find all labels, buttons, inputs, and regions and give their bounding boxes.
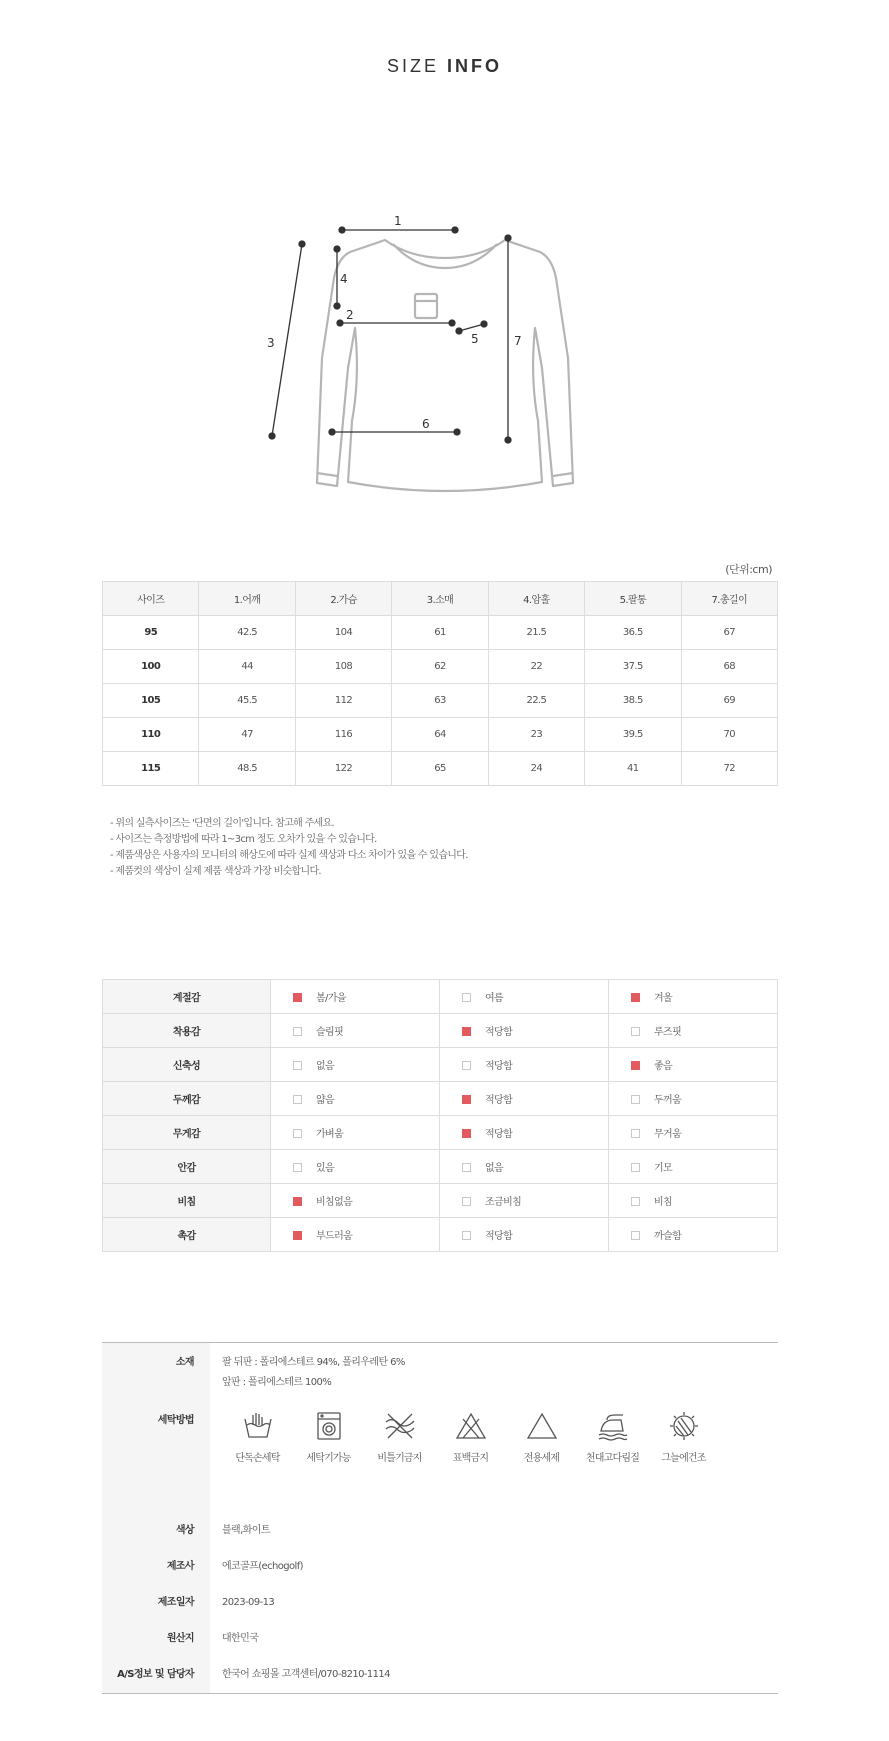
product-info [102, 1342, 778, 1694]
material-line: 앞판 : 폴리에스테르 100% [222, 1377, 332, 1388]
iron-icon [595, 1411, 631, 1441]
table-cell: 72 [681, 752, 777, 786]
feel-label: 비침 [103, 1184, 271, 1218]
unchecked-box-icon [631, 1197, 640, 1206]
maker-row [102, 1549, 778, 1585]
table-cell: 41 [585, 752, 681, 786]
table-cell: 115 [103, 752, 199, 786]
table-cell: 105 [103, 684, 199, 718]
wash-item [222, 1411, 293, 1464]
no-wring-icon [382, 1411, 418, 1441]
as-value: 한국어 쇼핑몰 고객센터/070-8210-1114 [222, 1669, 390, 1680]
feel-option-label: 얇음 [316, 1095, 335, 1106]
table-cell: 63 [392, 684, 488, 718]
feel-option [609, 1150, 778, 1184]
date-value: 2023-09-13 [222, 1597, 275, 1608]
table-cell: 116 [295, 718, 391, 752]
feel-row [103, 1116, 778, 1150]
unchecked-box-icon [462, 1061, 471, 1070]
table-cell: 39.5 [585, 718, 681, 752]
unchecked-box-icon [462, 1197, 471, 1206]
feel-row [103, 1184, 778, 1218]
feel-row [103, 980, 778, 1014]
table-row [103, 752, 778, 786]
table-cell: 67 [681, 616, 777, 650]
feel-option [440, 1014, 609, 1048]
feel-option [271, 1218, 440, 1252]
wash-item [648, 1411, 719, 1464]
page-title: SIZE INFO [386, 56, 503, 76]
color-row [102, 1513, 778, 1549]
feel-option-label: 슬림핏 [316, 1027, 344, 1038]
table-cell: 104 [295, 616, 391, 650]
table-row [103, 684, 778, 718]
diagram-label-1: 1 [394, 214, 402, 228]
washing-machine-icon [313, 1411, 345, 1441]
table-cell: 22 [488, 650, 584, 684]
unchecked-box-icon [462, 993, 471, 1002]
feel-label: 두께감 [103, 1082, 271, 1116]
unchecked-box-icon [462, 1163, 471, 1172]
feel-row [103, 1150, 778, 1184]
feel-option [440, 1082, 609, 1116]
diagram-label-4: 4 [340, 272, 348, 286]
size-measurement-diagram [267, 214, 610, 508]
table-cell: 112 [295, 684, 391, 718]
feel-option [609, 1116, 778, 1150]
table-cell: 100 [103, 650, 199, 684]
as-label: A/S정보 및 담당자 [102, 1657, 210, 1693]
size-notes [110, 816, 468, 880]
header-cell: 1.어깨 [199, 582, 295, 616]
header-cell: 4.암홀 [488, 582, 584, 616]
feel-label: 무게감 [103, 1116, 271, 1150]
feel-label: 착용감 [103, 1014, 271, 1048]
table-cell: 44 [199, 650, 295, 684]
unchecked-box-icon [293, 1129, 302, 1138]
feel-option-label: 기모 [654, 1163, 673, 1174]
table-cell: 36.5 [585, 616, 681, 650]
hand-wash-icon [242, 1411, 274, 1441]
date-row [102, 1585, 778, 1621]
shirt-outline [317, 240, 573, 491]
table-cell: 122 [295, 752, 391, 786]
material-row [102, 1343, 778, 1403]
feel-option [271, 1082, 440, 1116]
date-label: 제조일자 [102, 1585, 210, 1621]
size-table [102, 581, 778, 786]
feel-label: 안감 [103, 1150, 271, 1184]
feel-option [609, 1184, 778, 1218]
header-cell: 2.가슴 [295, 582, 391, 616]
unchecked-box-icon [631, 1231, 640, 1240]
feel-option-label: 좋음 [654, 1061, 673, 1072]
diagram-label-6: 6 [422, 417, 430, 431]
as-row [102, 1657, 778, 1693]
material-line: 팔 뒤판 : 폴리에스테르 94%, 폴리우레탄 6% [222, 1357, 405, 1368]
maker-value: 에코골프(echogolf) [222, 1561, 303, 1572]
table-cell: 42.5 [199, 616, 295, 650]
feel-option [440, 1116, 609, 1150]
feel-option [271, 1014, 440, 1048]
unchecked-box-icon [462, 1231, 471, 1240]
unchecked-box-icon [293, 1027, 302, 1036]
feel-option-label: 여름 [485, 993, 504, 1004]
wash-item [293, 1411, 364, 1464]
wash-value [210, 1403, 778, 1513]
table-cell: 110 [103, 718, 199, 752]
feel-option-label: 두꺼움 [654, 1095, 682, 1106]
diagram-label-2: 2 [346, 308, 354, 322]
table-cell: 95 [103, 616, 199, 650]
table-cell: 108 [295, 650, 391, 684]
table-cell: 47 [199, 718, 295, 752]
material-value [210, 1343, 778, 1403]
table-cell: 61 [392, 616, 488, 650]
checked-box-icon [631, 993, 640, 1002]
feel-option [271, 1048, 440, 1082]
checked-box-icon [462, 1095, 471, 1104]
table-cell: 38.5 [585, 684, 681, 718]
feel-option [271, 1184, 440, 1218]
table-row [103, 718, 778, 752]
wash-row [102, 1403, 778, 1513]
feel-option-label: 까슬함 [654, 1231, 682, 1242]
wash-item [435, 1411, 506, 1464]
header-cell: 5.팔통 [585, 582, 681, 616]
feel-option-label: 비침 [654, 1197, 673, 1208]
origin-row [102, 1621, 778, 1657]
feel-option [609, 1218, 778, 1252]
note-line: - 위의 실측사이즈는 '단면의 길이'입니다. 참고해 주세요. [110, 818, 334, 829]
shade-dry-icon [668, 1411, 700, 1441]
diagram-label-5: 5 [471, 332, 479, 346]
no-bleach-icon [455, 1411, 487, 1441]
table-cell: 65 [392, 752, 488, 786]
wash-item [364, 1411, 435, 1464]
origin-value: 대한민국 [222, 1633, 259, 1644]
feel-option [609, 1048, 778, 1082]
wash-text: 천대고다림질 [585, 1453, 640, 1464]
feel-option [609, 1014, 778, 1048]
table-cell: 24 [488, 752, 584, 786]
feel-option-label: 겨울 [654, 993, 673, 1004]
feel-option [440, 1184, 609, 1218]
feel-option-label: 적당함 [485, 1129, 513, 1140]
feel-option [440, 1150, 609, 1184]
note-line: - 제품색상은 사용자의 모니터의 해상도에 따라 실제 색상과 다소 차이가 있을 수 있습니다. [110, 850, 468, 861]
header-cell: 사이즈 [103, 582, 199, 616]
feel-option-label: 적당함 [485, 1061, 513, 1072]
feel-option-label: 봄/가을 [316, 993, 346, 1004]
table-cell: 37.5 [585, 650, 681, 684]
feel-row [103, 1014, 778, 1048]
feel-option-label: 적당함 [485, 1095, 513, 1106]
feel-option [609, 1082, 778, 1116]
feel-option-label: 없음 [485, 1163, 504, 1174]
feel-option-label: 부드러움 [316, 1231, 353, 1242]
size-table-header [103, 582, 778, 616]
unchecked-box-icon [293, 1163, 302, 1172]
material-label: 소재 [102, 1343, 210, 1403]
table-cell: 22.5 [488, 684, 584, 718]
wash-text: 전용세제 [523, 1453, 560, 1464]
feel-option [440, 1048, 609, 1082]
wash-text: 표백금지 [452, 1453, 489, 1464]
feel-option-label: 비침없음 [316, 1197, 353, 1208]
unchecked-box-icon [631, 1163, 640, 1172]
table-cell: 70 [681, 718, 777, 752]
table-cell: 45.5 [199, 684, 295, 718]
feel-option-label: 루즈핏 [654, 1027, 682, 1038]
feel-row [103, 1082, 778, 1116]
table-cell: 23 [488, 718, 584, 752]
table-row [103, 650, 778, 684]
table-cell: 68 [681, 650, 777, 684]
wash-label: 세탁방법 [102, 1403, 210, 1513]
feel-label: 촉감 [103, 1218, 271, 1252]
feel-option-label: 적당함 [485, 1231, 513, 1242]
unit-label: (단위:cm) [725, 563, 772, 576]
diagram-label-7: 7 [514, 334, 522, 348]
unchecked-box-icon [293, 1095, 302, 1104]
feel-label: 계절감 [103, 980, 271, 1014]
diagram-label-3: 3 [267, 336, 275, 350]
fabric-feel-table [102, 979, 778, 1252]
unchecked-box-icon [631, 1027, 640, 1036]
feel-option-label: 무거움 [654, 1129, 682, 1140]
header-cell: 3.소매 [392, 582, 488, 616]
unchecked-box-icon [293, 1061, 302, 1070]
feel-option-label: 가벼움 [316, 1129, 344, 1140]
feel-option-label: 조금비침 [485, 1197, 522, 1208]
checked-box-icon [293, 1231, 302, 1240]
checked-box-icon [293, 993, 302, 1002]
wash-item [506, 1411, 577, 1464]
table-cell: 21.5 [488, 616, 584, 650]
feel-row [103, 1048, 778, 1082]
feel-option-label: 있음 [316, 1163, 335, 1174]
origin-label: 원산지 [102, 1621, 210, 1657]
feel-option [440, 980, 609, 1014]
unchecked-box-icon [631, 1095, 640, 1104]
detergent-icon [526, 1411, 558, 1441]
wash-text: 그늘에건조 [661, 1453, 706, 1464]
feel-option [271, 1116, 440, 1150]
table-row [103, 616, 778, 650]
note-line: - 제품컷의 색상이 실제 제품 색상과 가장 비슷합니다. [110, 866, 321, 877]
feel-label: 신축성 [103, 1048, 271, 1082]
note-line: - 사이즈는 측정방법에 따라 1~3cm 정도 오차가 있을 수 있습니다. [110, 834, 377, 845]
header-cell: 7.총길이 [681, 582, 777, 616]
feel-option-label: 적당함 [485, 1027, 513, 1038]
feel-option [440, 1218, 609, 1252]
table-cell: 64 [392, 718, 488, 752]
checked-box-icon [462, 1129, 471, 1138]
table-cell: 69 [681, 684, 777, 718]
feel-row [103, 1218, 778, 1252]
unchecked-box-icon [631, 1129, 640, 1138]
feel-option [609, 980, 778, 1014]
table-cell: 62 [392, 650, 488, 684]
feel-option [271, 1150, 440, 1184]
feel-option-label: 없음 [316, 1061, 335, 1072]
wash-text: 세탁기가능 [306, 1453, 351, 1464]
maker-label: 제조사 [102, 1549, 210, 1585]
checked-box-icon [631, 1061, 640, 1070]
feel-option [271, 980, 440, 1014]
wash-text: 단독손세탁 [235, 1453, 280, 1464]
color-value: 블랙,화이트 [222, 1525, 270, 1536]
wash-icons [222, 1403, 778, 1464]
wash-item [577, 1411, 648, 1464]
wash-text: 비틀기금지 [377, 1453, 422, 1464]
color-label: 색상 [102, 1513, 210, 1549]
checked-box-icon [293, 1197, 302, 1206]
checked-box-icon [462, 1027, 471, 1036]
table-cell: 48.5 [199, 752, 295, 786]
